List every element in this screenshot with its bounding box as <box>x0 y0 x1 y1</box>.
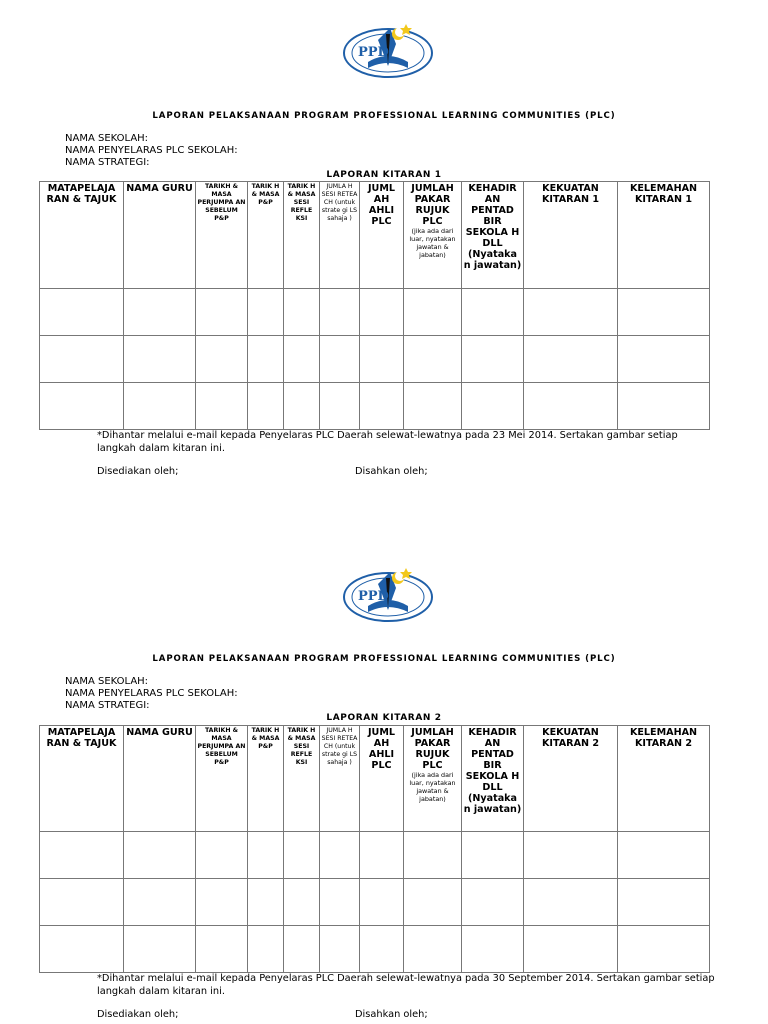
table-cell[interactable] <box>284 926 320 973</box>
table-cell[interactable] <box>462 926 524 973</box>
table-cell[interactable] <box>284 336 320 383</box>
plc-report-table <box>39 181 710 430</box>
table-cell[interactable] <box>524 926 618 973</box>
table-cell[interactable] <box>124 383 196 430</box>
header-pakar-rujuk-note: (jika ada dari luar, nyatakan jawatan & jabatan) <box>409 771 456 803</box>
plc-report-table <box>39 725 710 973</box>
table-cell[interactable] <box>404 926 462 973</box>
table-header-row <box>40 726 710 832</box>
header-pakar-rujuk-note: (jika ada dari luar, nyatakan jawatan & jabatan) <box>409 227 456 259</box>
header-jumlah-ahli: JUML AH AHLI PLC <box>360 182 404 289</box>
table-cell[interactable] <box>618 289 710 336</box>
table-row <box>40 336 710 383</box>
header-kelemahan: KELEMAHAN KITARAN 1 <box>618 182 710 289</box>
prepared-by-label: Disediakan oleh; <box>97 466 179 477</box>
table-cell[interactable] <box>124 879 196 926</box>
table-cell[interactable] <box>124 832 196 879</box>
table-cell[interactable] <box>196 832 248 879</box>
header-kehadiran: KEHADIR AN PENTAD BIR SEKOLA H DLL (Nyataka n jawatan) <box>462 726 524 832</box>
table-cell[interactable] <box>360 289 404 336</box>
header-pakar-rujuk <box>404 182 462 289</box>
table-cell[interactable] <box>196 336 248 383</box>
header-kehadiran: KEHADIR AN PENTAD BIR SEKOLA H DLL (Nyataka n jawatan) <box>462 182 524 289</box>
table-cell[interactable] <box>248 879 284 926</box>
header-tarikh-refleksi: TARIK H & MASA SESI REFLE KSI <box>284 726 320 832</box>
field-nama-sekolah: NAMA SEKOLAH: <box>65 133 149 144</box>
header-kekuatan: KEKUATAN KITARAN 1 <box>524 182 618 289</box>
table-cell[interactable] <box>360 926 404 973</box>
table-cell[interactable] <box>404 879 462 926</box>
header-matapelajaran: MATAPELAJA RAN & TAJUK <box>40 182 124 289</box>
table-cell[interactable] <box>462 383 524 430</box>
submission-note: *Dihantar melalui e-mail kepada Penyelaras PLC Daerah selewat-lewatnya pada 30 September 2014. Sertakan gambar setiap langkah dalam kitaran ini. <box>97 973 715 997</box>
table-cell[interactable] <box>248 832 284 879</box>
header-tarikh-pnp: TARIK H & MASA P&P <box>248 726 284 832</box>
ppd-logo-icon <box>338 20 438 80</box>
main-title: LAPORAN PELAKSANAAN PROGRAM PROFESSIONAL LEARNING COMMUNITIES (PLC) <box>152 111 616 121</box>
header-kelemahan: KELEMAHAN KITARAN 2 <box>618 726 710 832</box>
table-cell[interactable] <box>40 289 124 336</box>
table-cell[interactable] <box>284 383 320 430</box>
ppd-logo <box>338 20 438 80</box>
ppd-logo-icon <box>338 564 438 624</box>
prepared-by-label: Disediakan oleh; <box>97 1009 179 1020</box>
table-cell[interactable] <box>320 879 360 926</box>
table-cell[interactable] <box>404 336 462 383</box>
header-nama-guru: NAMA GURU <box>124 182 196 289</box>
report-kitaran-2 <box>0 544 768 1024</box>
table-row <box>40 832 710 879</box>
table-cell[interactable] <box>618 926 710 973</box>
table-cell[interactable] <box>284 832 320 879</box>
table-row <box>40 289 710 336</box>
field-nama-sekolah: NAMA SEKOLAH: <box>65 676 149 687</box>
table-cell[interactable] <box>124 336 196 383</box>
table-cell[interactable] <box>618 383 710 430</box>
table-cell[interactable] <box>248 383 284 430</box>
header-pakar-rujuk-label: JUMLAH PAKAR RUJUK PLC <box>411 727 454 771</box>
svg-text:PPD: PPD <box>358 45 389 60</box>
table-cell[interactable] <box>196 289 248 336</box>
header-nama-guru: NAMA GURU <box>124 726 196 832</box>
table-cell[interactable] <box>524 336 618 383</box>
table-cell[interactable] <box>404 289 462 336</box>
kitaran-title: LAPORAN KITARAN 1 <box>326 170 442 180</box>
main-title: LAPORAN PELAKSANAAN PROGRAM PROFESSIONAL LEARNING COMMUNITIES (PLC) <box>152 654 616 664</box>
table-cell[interactable] <box>320 926 360 973</box>
table-cell[interactable] <box>524 832 618 879</box>
table-cell[interactable] <box>320 289 360 336</box>
table-cell[interactable] <box>40 832 124 879</box>
header-jumlah-reteach: JUMLA H SESI RETEA CH (untuk strate gi LS sahaja ) <box>320 726 360 832</box>
table-cell[interactable] <box>196 879 248 926</box>
table-cell[interactable] <box>196 383 248 430</box>
svg-text:PPD: PPD <box>358 589 389 604</box>
table-cell[interactable] <box>404 383 462 430</box>
table-row <box>40 879 710 926</box>
table-cell[interactable] <box>320 383 360 430</box>
header-tarikh-pnp: TARIK H & MASA P&P <box>248 182 284 289</box>
field-nama-strategi: NAMA STRATEGI: <box>65 700 150 711</box>
header-tarikh-perjumpaan: TARIKH & MASA PERJUMPA AN SEBELUM P&P <box>196 182 248 289</box>
header-kekuatan: KEKUATAN KITARAN 2 <box>524 726 618 832</box>
table-cell[interactable] <box>524 879 618 926</box>
table-cell[interactable] <box>40 383 124 430</box>
table-cell[interactable] <box>248 926 284 973</box>
form-fields <box>65 676 238 712</box>
table-cell[interactable] <box>196 926 248 973</box>
header-jumlah-ahli: JUML AH AHLI PLC <box>360 726 404 832</box>
table-cell[interactable] <box>320 336 360 383</box>
approved-by-label: Disahkan oleh; <box>355 1009 428 1020</box>
table-cell[interactable] <box>360 879 404 926</box>
submission-note: *Dihantar melalui e-mail kepada Penyelaras PLC Daerah selewat-lewatnya pada 23 Mei 2014. Sertakan gambar setiap langkah dalam kitaran ini. <box>97 430 678 454</box>
table-cell[interactable] <box>40 879 124 926</box>
table-cell[interactable] <box>40 926 124 973</box>
table-cell[interactable] <box>124 289 196 336</box>
header-matapelajaran: MATAPELAJA RAN & TAJUK <box>40 726 124 832</box>
approved-by-label: Disahkan oleh; <box>355 466 428 477</box>
table-cell[interactable] <box>284 879 320 926</box>
ppd-logo <box>338 564 438 624</box>
table-cell[interactable] <box>462 879 524 926</box>
table-cell[interactable] <box>524 383 618 430</box>
table-cell[interactable] <box>40 336 124 383</box>
table-cell[interactable] <box>524 289 618 336</box>
table-cell[interactable] <box>404 832 462 879</box>
table-cell[interactable] <box>248 336 284 383</box>
table-cell[interactable] <box>462 289 524 336</box>
table-cell[interactable] <box>462 336 524 383</box>
table-cell[interactable] <box>360 336 404 383</box>
table-cell[interactable] <box>618 832 710 879</box>
table-cell[interactable] <box>360 832 404 879</box>
table-cell[interactable] <box>462 832 524 879</box>
form-fields <box>65 133 238 169</box>
table-header-row <box>40 182 710 289</box>
field-nama-penyelaras: NAMA PENYELARAS PLC SEKOLAH: <box>65 145 238 156</box>
kitaran-title: LAPORAN KITARAN 2 <box>326 713 442 723</box>
header-jumlah-reteach: JUMLA H SESI RETEA CH (untuk strate gi LS sahaja ) <box>320 182 360 289</box>
header-pakar-rujuk <box>404 726 462 832</box>
field-nama-strategi: NAMA STRATEGI: <box>65 157 150 168</box>
table-cell[interactable] <box>124 926 196 973</box>
table-row <box>40 926 710 973</box>
field-nama-penyelaras: NAMA PENYELARAS PLC SEKOLAH: <box>65 688 238 699</box>
table-cell[interactable] <box>320 832 360 879</box>
table-cell[interactable] <box>248 289 284 336</box>
table-cell[interactable] <box>618 336 710 383</box>
table-cell[interactable] <box>284 289 320 336</box>
header-tarikh-perjumpaan: TARIKH & MASA PERJUMPA AN SEBELUM P&P <box>196 726 248 832</box>
table-row <box>40 383 710 430</box>
table-cell[interactable] <box>360 383 404 430</box>
table-cell[interactable] <box>618 879 710 926</box>
header-pakar-rujuk-label: JUMLAH PAKAR RUJUK PLC <box>411 183 454 227</box>
header-tarikh-refleksi: TARIK H & MASA SESI REFLE KSI <box>284 182 320 289</box>
